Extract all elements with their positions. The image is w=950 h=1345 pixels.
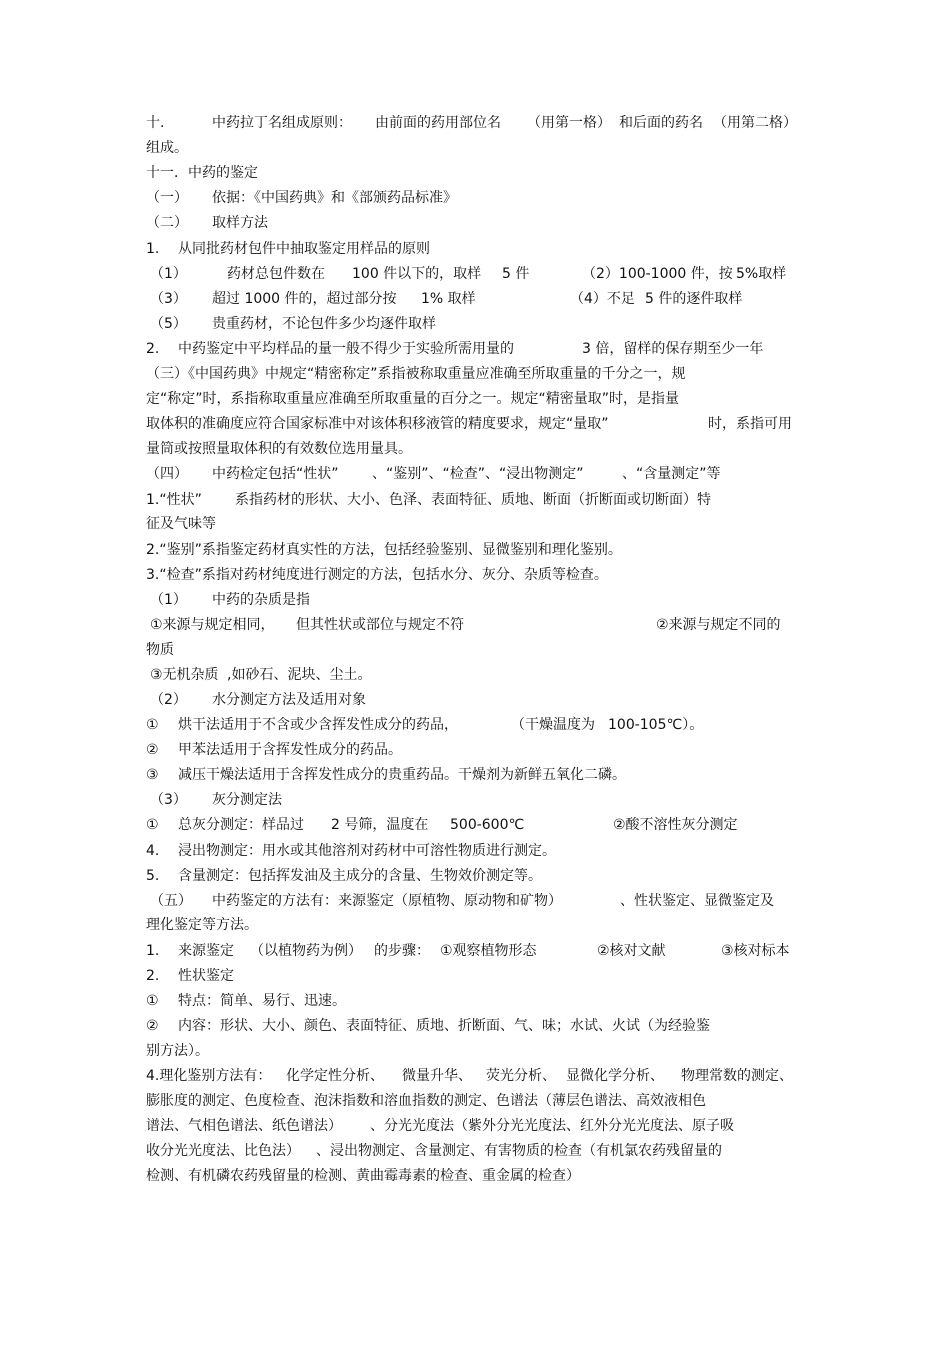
text-segment: （以植物药为例）: [250, 943, 362, 959]
text-segment: 谱法、气相色谱法、纸色谱法）: [146, 1118, 342, 1134]
text-segment: 荧光分析、: [486, 1068, 556, 1084]
text-segment: 1.: [146, 241, 160, 257]
text-segment: 从同批药材包件中抽取鉴定用样品的原则: [178, 241, 430, 257]
text-segment: 1.“性状”: [146, 492, 202, 508]
text-segment: 2.: [146, 341, 160, 357]
text-segment: 中药鉴定中平均样品的量一般不得少于实验所需用量的: [178, 341, 514, 357]
text-segment: 中药鉴定的方法有：来源鉴定（原植物、原动物和矿物）: [212, 893, 562, 909]
text-segment: （3）: [150, 792, 187, 808]
text-segment: 100-105℃）。: [608, 717, 704, 733]
text-segment: 100 件以下的，取样: [352, 266, 482, 282]
text-segment: 水分测定方法及适用对象: [212, 692, 366, 708]
text-segment: ①来源与规定相同，: [150, 617, 275, 633]
text-segment: 来源鉴定: [178, 943, 234, 959]
text-segment: 中药的杂质是指: [212, 592, 310, 608]
text-segment: 超过 1000 件的，超过部分按: [212, 291, 397, 307]
text-segment: （三）《中国药典》中规定“精密称定”系指被称取重量应准确至所取重量的千分之一，规: [146, 366, 686, 382]
text-segment: 减压干燥法适用于含挥发性成分的贵重药品。干燥剂为新鲜五氧化二磷。: [178, 767, 626, 783]
text-segment: 4.理化鉴别方法有：: [146, 1068, 272, 1084]
text-segment: 量筒或按照量取体积的有效数位选用量具。: [146, 441, 412, 457]
text-segment: ,如砂石、泥块、尘土。: [227, 667, 372, 683]
text-segment: 化学定性分析、: [286, 1068, 384, 1084]
text-segment: 显微化学分析、: [566, 1068, 664, 1084]
text-segment: ①观察植物形态: [440, 943, 537, 959]
text-segment: 组成。: [146, 140, 188, 156]
text-segment: 5.: [146, 868, 160, 884]
text-segment: 膨胀度的测定、色度检查、泡沫指数和溶血指数的测定、色谱法（薄层色谱法、高效液相色: [146, 1093, 706, 1109]
text-segment: 中药拉丁名组成原则：: [212, 115, 352, 131]
text-segment: 5 件的逐件取样: [645, 291, 743, 307]
text-segment: 收分光光度法、比色法）: [146, 1143, 300, 1159]
text-segment: 1.: [146, 943, 160, 959]
text-segment: （干燥温度为: [511, 717, 595, 733]
text-segment: （用第二格）: [713, 115, 797, 131]
text-segment: 由前面的药用部位名: [375, 115, 501, 131]
text-segment: （4）不足: [570, 291, 635, 307]
text-segment: （一）: [146, 190, 188, 206]
text-segment: 依据：《中国药典》和《部颁药品标准》: [212, 190, 457, 206]
text-segment: ③无机杂质: [150, 667, 219, 683]
text-segment: 、性状鉴定、显微鉴定及: [620, 893, 774, 909]
text-segment: 微量升华、: [402, 1068, 472, 1084]
text-segment: 、“鉴别”、“检查”、“浸出物测定”: [372, 466, 584, 482]
text-segment: 取体积的准确度应符合国家标准中对该体积移液管的精度要求，规定“量取”: [146, 416, 609, 432]
text-segment: 浸出物测定：用水或其他溶剂对药材中可溶性物质进行测定。: [178, 843, 556, 859]
text-segment: 药材总包件数在: [227, 266, 325, 282]
text-segment: ②来源与规定不同的: [656, 617, 781, 633]
text-segment: 、“含量测定”等: [622, 466, 721, 482]
text-segment: 2.: [146, 968, 160, 984]
text-segment: 定“称定”时，系指称取重量应准确至所取重量的百分之一。规定“精密量取”时，是指量: [146, 391, 680, 407]
text-segment: 的步骤：: [374, 943, 430, 959]
text-segment: 中药检定包括“性状”: [212, 466, 339, 482]
text-segment: ①: [146, 993, 159, 1009]
text-segment: （3）: [150, 291, 187, 307]
text-segment: 2.“鉴别”系指鉴定药材真实性的方法，包括经验鉴别、显微鉴别和理化鉴别。: [146, 542, 622, 558]
text-segment: 1% 取样: [421, 291, 476, 307]
text-segment: 灰分测定法: [212, 792, 282, 808]
text-segment: 征及气味等: [146, 516, 216, 532]
text-segment: 性状鉴定: [178, 968, 234, 984]
text-segment: （2）: [150, 692, 187, 708]
text-segment: ②: [146, 742, 159, 758]
text-segment: 、分光光度法（紫外分光光度法、红外分光光度法、原子吸: [370, 1118, 734, 1134]
text-segment: 5 件: [502, 266, 530, 282]
text-segment: 十一．中药的鉴定: [146, 165, 258, 181]
text-segment: （2）100-1000 件，按: [582, 266, 733, 282]
text-segment: 检测、有机磷农药残留量的检测、黄曲霉毒素的检查、重金属的检查）: [146, 1168, 580, 1184]
text-segment: （五）: [150, 893, 192, 909]
text-segment: 5%取样: [736, 266, 787, 282]
text-segment: （四）: [146, 466, 188, 482]
text-segment: 系指药材的形状、大小、色泽、表面特征、质地、断面（折断面或切断面）特: [235, 492, 711, 508]
text-segment: 和后面的药名: [619, 115, 703, 131]
text-segment: ②: [146, 1018, 159, 1034]
text-segment: （1）: [150, 266, 187, 282]
text-segment: ②酸不溶性灰分测定: [613, 817, 738, 833]
text-segment: 但其性状或部位与规定不符: [296, 617, 464, 633]
text-segment: （1）: [150, 592, 187, 608]
text-segment: 3 倍，留样的保存期至少一年: [582, 341, 764, 357]
text-segment: （二）: [146, 215, 188, 231]
text-segment: （5）: [150, 316, 187, 332]
text-segment: 时，系指可用: [708, 416, 792, 432]
text-segment: 、浸出物测定、含量测定、有害物质的检查（有机氯农药残留量的: [316, 1143, 722, 1159]
text-segment: ②核对文献: [597, 943, 666, 959]
text-segment: ①: [146, 817, 159, 833]
text-segment: 十.: [146, 115, 165, 131]
text-segment: （用第一格）: [527, 115, 611, 131]
text-segment: 含量测定：包括挥发油及主成分的含量、生物效价测定等。: [178, 868, 542, 884]
text-segment: 物质: [146, 642, 174, 658]
text-segment: 内容：形状、大小、颜色、表面特征、质地、折断面、气、味；水试、火试（为经验鉴: [178, 1018, 710, 1034]
text-segment: 理化鉴定等方法。: [146, 917, 258, 933]
text-segment: 别方法）。: [146, 1043, 209, 1059]
text-segment: 取样方法: [212, 215, 268, 231]
text-segment: 特点：简单、易行、迅速。: [178, 993, 346, 1009]
text-segment: 甲苯法适用于含挥发性成分的药品。: [178, 742, 402, 758]
text-segment: 500-600℃: [450, 817, 525, 833]
text-segment: ①: [146, 717, 159, 733]
text-segment: 3.“检查”系指对药材纯度进行测定的方法，包括水分、灰分、杂质等检查。: [146, 567, 608, 583]
text-segment: 贵重药材，不论包件多少均逐件取样: [212, 316, 436, 332]
text-segment: 烘干法适用于不含或少含挥发性成分的药品，: [178, 717, 458, 733]
text-segment: 总灰分测定：样品过: [178, 817, 304, 833]
text-segment: ③核对标本: [721, 943, 790, 959]
text-segment: ③: [146, 767, 159, 783]
text-segment: 2 号筛，温度在: [331, 817, 429, 833]
text-segment: 4.: [146, 843, 160, 859]
text-segment: 物理常数的测定、: [681, 1068, 793, 1084]
